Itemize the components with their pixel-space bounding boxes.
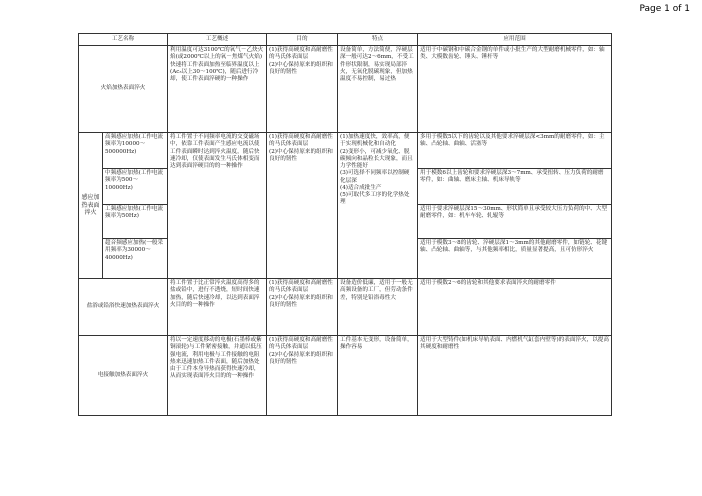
header-row (79, 34, 612, 46)
process-table (78, 33, 612, 416)
induction-sub-scope: 适用于要求淬硬层深15～30mm、形状简单且承受较大压力负荷的中、大型耐磨零件，如：机车车轮、轧辊等 (418, 205, 612, 239)
flame-scope: 适用于中碳钢和中碳合金钢的单件或小批生产的大型耐磨机械零件，如：轴类、大模数齿轮、锤头、锤杆等 (418, 46, 612, 133)
contact-purpose: (1)获得高硬度和高耐磨性的马氏体表面层 (2)中心保持原来的组织和良好的韧性 (267, 336, 338, 416)
induction-sub-scope: 用于模数6以上齿轮和要求淬硬层深3～7mm、承受扭转、压力负荷的耐磨零件，如：曲轴、磨床主轴、机床导轨等 (418, 169, 612, 205)
flame-purpose: (1)获得高硬度和高耐磨性的马氏体表面层 (2)中心保持原来的组织和良好的韧性 (267, 46, 338, 133)
contact-scope: 适用于大型铸件(如机床导轨表面、内燃机气缸套内壁等)的表面淬火，以提高其硬度和耐磨性 (418, 336, 612, 416)
contact-overview: 将以一定速度移动的电极(石墨棒或紫铜滚轮)与工件紧密接触，并通以低压强电流，利用电极与工件接触的电阻热来迅速加热工件表面，随后加热处由于工件本身导热而获得快速冷却，从而实现表面淬火目的的一种操作 (168, 336, 267, 416)
contact-name: 电接触加热表面淬火 (79, 336, 168, 416)
page-number: Page 1 of 1 (639, 4, 690, 14)
flame-overview: 利用温度可达3100℃的氧气－乙炔火焰(或2000℃以上的氧－焦煤气火焰)快速将工件表面加热至临界温度以上(Ac₃以上30～100℃)，随后进行冷却，使工件表面淬硬的一种操作 (168, 46, 267, 133)
induction-sub-scope: 多用于模数5以下的齿轮以及其他要求淬硬层深<3mm的耐磨零件，如：主轴、凸轮轴、曲轴、活塞等 (418, 133, 612, 169)
flame-features: 设备简单，方法简便，淬硬层深一般可达2～6mm，不受工件形状限制，易实现局部淬火，无氧化脱碳现象，但加热温度不易控制，易过热 (338, 46, 418, 133)
header-overview: 工艺概述 (168, 34, 267, 46)
salt-overview: 将工件置于比正常淬火温度高得多的盐或铅中，进行不透烧，短时间快速加热，随后快速冷却，以达到表面淬火目的的一种操作 (168, 279, 267, 336)
induction-group-label: 感应加热表面淬火 (79, 133, 103, 279)
row-salt-bath (79, 279, 612, 336)
contact-features: 工件基本无变形，设备简单，操作容易 (338, 336, 418, 416)
salt-purpose: (1)获得高硬度和高耐磨性的马氏体表面层 (2)中心保持原来的组织和良好的韧性 (267, 279, 338, 336)
induction-overview: 将工件置于不同频率电流的交变磁场中，依靠工件表面产生感应电流以使工件表面瞬时达到淬火温度，随后快速冷却，仅使表面发生马氏体相变而达到表面淬硬目的的一种操作 (168, 133, 267, 279)
header-purpose: 目的 (267, 34, 338, 46)
induction-sub-scope: 适用于模数3～8的齿轮、淬硬层深1～3mm的其他耐磨零件，如链轮、花键轴、凸轮轴、曲轴等，与其他频率相比，质量显著提高，且可仿形淬火 (418, 239, 612, 279)
header-features: 特点 (338, 34, 418, 46)
row-flame (79, 46, 612, 133)
induction-sub-name: 超音频感应加热(一般采用频率为30000～40000Hz) (103, 239, 168, 279)
salt-name: 盐浴或铅浴快速加热表面淬火 (79, 279, 168, 336)
header-process-name: 工艺名称 (79, 34, 168, 46)
induction-sub-name: 工频感应加热(工作电流频率为50Hz) (103, 205, 168, 239)
header-scope: 应用范围 (418, 34, 612, 46)
row-induction-high (79, 133, 612, 169)
induction-features: (1)加热速度快，效率高，便于实现机械化和自动化 (2)变形小，可减少氧化、脱碳倾向和晶粒长大现象，而且力学性能好 (3)可选择不同频率以控制硬化层深 (4)适合成批生产 (5)可取代多工序的化学热处理 (338, 133, 418, 279)
flame-name: 火焰加热表面淬火 (79, 46, 168, 133)
row-contact (79, 336, 612, 416)
salt-scope: 适用于模数2～6的齿轮和其他要求表面淬火的耐磨零件 (418, 279, 612, 336)
induction-sub-name: 中频感应加热(工作电流频率为500～10000Hz) (103, 169, 168, 205)
salt-features: 设备造价低廉，适用于一般无高频设备的工厂，但劳动条件差，特别是铅浴毒性大 (338, 279, 418, 336)
induction-purpose: (1)获得高硬度和高耐磨性的马氏体表面层 (2)中心保持原来的组织和良好的韧性 (267, 133, 338, 279)
induction-sub-name: 高频感应加热(工作电流频率为10000～500000Hz) (103, 133, 168, 169)
